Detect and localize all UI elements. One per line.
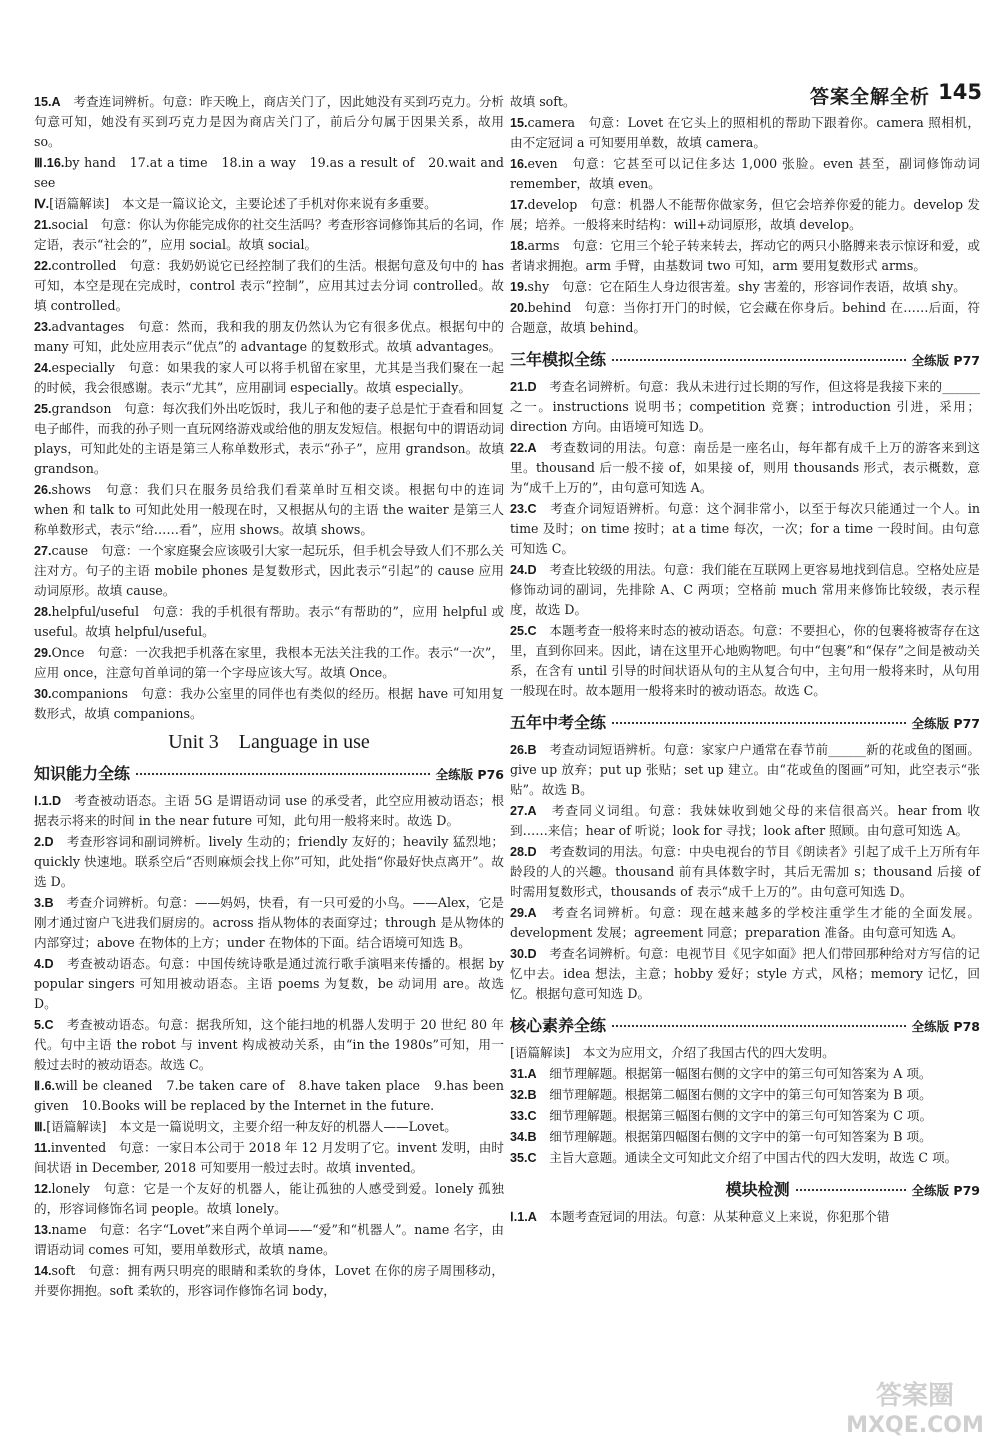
answer-text: 考查连词辨析。句意：昨天晚上，商店关门了，因此她没有买到巧克力。分析句意可知，她没有买到巧克力是因为商店关门了，前后分句属于因果关系，故用 so。 bbox=[34, 94, 504, 149]
answer-item bbox=[510, 842, 980, 902]
answer-text: 考查介词辨析。句意：——妈妈，快看，有一只可爱的小鸟。——Alex，它是刚才通过窗户飞进我们厨房的。across 指从物体的表面穿过；through 是从物体的内部穿过；above 在物体的上方；under 在物体的下面。结合语境可知选 B。 bbox=[34, 895, 504, 950]
answer-number: Ⅲ. bbox=[34, 1120, 47, 1134]
watermark-logo bbox=[840, 1372, 990, 1440]
answer-text: will be cleaned 7.be taken care of 8.have taken place 9.has been given 10.Books will be replaced by the Internet in the future. bbox=[34, 1078, 504, 1113]
answer-item bbox=[34, 684, 504, 724]
answer-item bbox=[510, 560, 980, 620]
section-header-five-year bbox=[510, 713, 980, 734]
answer-number: 25. bbox=[34, 402, 52, 416]
answer-text: 细节理解题。根据第一幅图右侧的文字中的第三句可知答案为 A 项。 bbox=[536, 1066, 932, 1081]
answer-text: 考查同义词组。句意：我妹妹收到她父母的来信很高兴。hear from 收到……来信；hear of 听说；look for 寻找；look after 照顾。由句意可知选 A。 bbox=[510, 803, 980, 838]
answer-number: 25.C bbox=[510, 624, 537, 638]
answer-text: 细节理解题。根据第二幅图右侧的文字中的第三句可知答案为 B 项。 bbox=[536, 1087, 932, 1102]
answer-text: name 句意：名字“Lovet”来自两个单词——“爱”和“机器人”。name 名字，由谓语动词 comes 可知，要用单数形式，故填 name。 bbox=[34, 1222, 504, 1257]
answer-text: cause 句意：一个家庭聚会应该吸引大家一起玩乐，但手机会导致人们不那么关注对方。句子的主语 mobile phones 是复数形式，因此表示“引起”的 cause 应用动词原形。故填 cause。 bbox=[34, 543, 504, 598]
answer-number: 3.B bbox=[34, 896, 54, 910]
answer-item bbox=[34, 643, 504, 683]
answer-text: even 句意：它甚至可以记住多达 1,000 张脸。even 甚至，副词修饰动词 remember，故填 even。 bbox=[510, 156, 980, 191]
answer-text: 考查名词辨析。句意：现在越来越多的学校注重学生才能的全面发展。development 发展；agreement 同意；preparation 准备。由句意可知选 A。 bbox=[510, 905, 980, 940]
answer-text: 本题考查冠词的用法。句意：从某种意义上来说，你犯那个错 bbox=[536, 1209, 890, 1224]
unit-title: Unit 3 Language in use bbox=[168, 731, 370, 753]
answer-text: 考查名词辨析。句意：我从未进行过长期的写作，但这将是我接下来的______之一。instructions 说明书；competition 竞赛；introduction 引进，采用；direction 方向。由语境可知选 D。 bbox=[510, 379, 980, 434]
section-header-three-year bbox=[510, 350, 980, 371]
answer-text: [语篇解读] 本文是一篇说明文，主要介绍一种友好的机器人——Lovet。 bbox=[46, 1119, 457, 1134]
answer-number: 16. bbox=[510, 157, 528, 171]
answer-item bbox=[510, 277, 980, 297]
answer-item bbox=[34, 358, 504, 398]
answer-text: 考查比较级的用法。句意：我们能在互联网上更容易地找到信息。空格处应是修饰动词的副词，先排除 A、C 两项；空格前 much 常用来修饰比较级，表示程度，故选 D。 bbox=[510, 562, 980, 617]
answer-item bbox=[510, 154, 980, 194]
answer-number: 27.A bbox=[510, 804, 537, 818]
answer-item bbox=[510, 438, 980, 498]
answer-item bbox=[34, 893, 504, 953]
answer-text: behind 句意：当你打开门的时候，它会藏在你身后。behind 在……后面，符合题意，故填 behind。 bbox=[510, 300, 980, 335]
section-page: 全练版 P77 bbox=[911, 353, 980, 368]
answer-number: 22.A bbox=[510, 441, 537, 455]
answer-item bbox=[34, 1117, 504, 1137]
right-items-a bbox=[510, 92, 980, 338]
answer-text: 主旨大意题。通读全文可知此文介绍了中国古代的四大发明，故选 C 项。 bbox=[536, 1150, 958, 1165]
answer-item bbox=[34, 791, 504, 831]
answer-number: 23. bbox=[34, 320, 52, 334]
answer-item bbox=[510, 1207, 980, 1227]
answer-text: shy 句意：它在陌生人身边很害羞。shy 害羞的，形容词作表语，故填 shy。 bbox=[527, 279, 966, 294]
answer-item bbox=[510, 92, 980, 112]
answer-text: [语篇解读] 本文是一篇议论文，主要论述了手机对你来说有多重要。 bbox=[49, 196, 437, 211]
answer-number: 27. bbox=[34, 544, 52, 558]
answer-number: Ⅰ.1.A bbox=[510, 1210, 537, 1224]
answer-text: 考查被动语态。主语 5G 是谓语动词 use 的承受者，此空应用被动语态；根据表示将来的时间 in the near future 可知，此句用一般将来时。故选 D。 bbox=[34, 793, 504, 828]
section-page: 全练版 P76 bbox=[435, 767, 504, 782]
answer-number: 32.B bbox=[510, 1088, 537, 1102]
answer-number: 21. bbox=[34, 218, 52, 232]
answer-item bbox=[510, 113, 980, 153]
answer-text: 考查形容词和副词辨析。lively 生动的；friendly 友好的；heavily 猛烈地；quickly 快速地。联系空后“否则麻烦会找上你”可知，此处指“你最好快点离开”。故选 D。 bbox=[34, 834, 504, 889]
answer-item bbox=[510, 903, 980, 943]
answer-number: 5.C bbox=[34, 1018, 54, 1032]
section-page: 全练版 P79 bbox=[911, 1183, 980, 1198]
section-dots bbox=[796, 1189, 906, 1191]
answer-number: 24.D bbox=[510, 563, 537, 577]
answer-number: 18. bbox=[510, 239, 528, 253]
right-items-b bbox=[510, 377, 980, 701]
answer-item bbox=[34, 256, 504, 316]
answer-number: 15.A bbox=[34, 95, 61, 109]
section-header-core bbox=[510, 1016, 980, 1037]
answer-text: soft 句意：拥有两只明亮的眼睛和柔软的身体，Lovet 在你的房子周围移动，并要你拥抱。soft 柔软的，形容词作修饰名词 body， bbox=[34, 1263, 504, 1298]
answer-item bbox=[34, 541, 504, 601]
answer-number: 21.D bbox=[510, 380, 537, 394]
answer-number: 34.B bbox=[510, 1130, 537, 1144]
answer-item bbox=[34, 602, 504, 642]
right-items-e bbox=[510, 1207, 980, 1227]
answer-item bbox=[34, 215, 504, 255]
answer-item bbox=[34, 480, 504, 540]
section-dots bbox=[612, 359, 906, 361]
answer-text: 考查数词的用法。句意：南岳是一座名山，每年都有成千上万的游客来到这里。thousand 后一般不接 of，如果接 of，则用 thousands 形式，表示概数，意为“成千上万的”，由句意可知选 A。 bbox=[510, 440, 980, 495]
answer-item bbox=[34, 194, 504, 214]
answer-item bbox=[510, 499, 980, 559]
answer-number: 30. bbox=[34, 687, 52, 701]
answer-number: 12. bbox=[34, 1182, 52, 1196]
right-items-c bbox=[510, 740, 980, 1004]
section-name: 知识能力全练 bbox=[34, 764, 131, 783]
section-name: 核心素养全练 bbox=[510, 1016, 607, 1035]
answer-number: 29. bbox=[34, 646, 52, 660]
left-column bbox=[34, 92, 504, 1302]
answer-number: Ⅰ.1.D bbox=[34, 794, 62, 808]
section-name: 五年中考全练 bbox=[510, 713, 607, 732]
answer-number: 31.A bbox=[510, 1067, 537, 1081]
answer-number: 24. bbox=[34, 361, 52, 375]
answer-text: 考查数词的用法。句意：中央电视台的节目《朗读者》引起了成千上万所有年龄段的人的兴趣。thousand 前有具体数字时，其后无需加 s；thousand 后接 of 时需用复数形式，thousands of 表示“成千上万的”。由句意可知选 D。 bbox=[510, 844, 980, 899]
answer-number: 33.C bbox=[510, 1109, 537, 1123]
answer-text: 细节理解题。根据第三幅图右侧的文字中的第三句可知答案为 C 项。 bbox=[536, 1108, 933, 1123]
answer-item bbox=[34, 1261, 504, 1301]
answer-number: 4.D bbox=[34, 957, 54, 971]
section-dots bbox=[612, 722, 906, 724]
answer-item bbox=[510, 801, 980, 841]
answer-item bbox=[34, 399, 504, 479]
answer-item bbox=[34, 1015, 504, 1075]
answer-text: lonely 句意：它是一个友好的机器人，能让孤独的人感受到爱。lonely 孤独的，形容词修饰名词 people。故填 lonely。 bbox=[34, 1181, 504, 1216]
answer-number: 22. bbox=[34, 259, 52, 273]
answer-text: 考查被动语态。句意：中国传统诗歌是通过流行歌手演唱来传播的。根据 by popular singers 可知用被动语态。主语 poems 为复数，be 动词用 are。故选 D。 bbox=[34, 956, 504, 1011]
answer-number: 30.D bbox=[510, 947, 537, 961]
answer-item bbox=[510, 236, 980, 276]
answer-text: especially 句意：如果我的家人可以将手机留在家里，尤其是当我们聚在一起的时候，我会很感谢。表示“尤其”，应用副词 especially。故填 especially。 bbox=[34, 360, 504, 395]
answer-item bbox=[510, 1085, 980, 1105]
answer-number: Ⅳ. bbox=[34, 197, 50, 211]
answer-item bbox=[34, 1076, 504, 1116]
answer-number: 11. bbox=[34, 1141, 51, 1155]
answer-text: 本题考查一般将来时态的被动语态。句意：不要担心，你的包裹将被寄存在这里，直到你回来。因此，请在这里开心地购物吧。句中“包裹”和“保存”之间是被动关系，在含有 until 引导的时间状语从句的主从复合句中，主句用一般将来时，从句用一般现在时。故本题用一般将来时的被动语态。故选 C。 bbox=[510, 623, 980, 698]
answer-number: 2.D bbox=[34, 835, 54, 849]
watermark-line2: MXQE.COM bbox=[846, 1413, 984, 1438]
section-page: 全练版 P78 bbox=[911, 1019, 980, 1034]
answer-text: 考查被动语态。句意：据我所知，这个能扫地的机器人发明于 20 世纪 80 年代。句中主语 the robot 与 invent 构成被动关系，由“in the 1980s”可知，用一般过去时的被动语态。故选 C。 bbox=[34, 1017, 504, 1072]
answer-item bbox=[34, 954, 504, 1014]
answer-item bbox=[510, 377, 980, 437]
answer-text: shows 句意：我们只在服务员给我们看菜单时互相交谈。根据句中的连词 when 和 talk to 可知此处用一般现在时，又根据从句的主语 the waiter 是第三人称单数形式，表示“给……看”，应用 shows。故填 shows。 bbox=[34, 482, 504, 537]
answer-number: 28.D bbox=[510, 845, 537, 859]
answer-number: 23.C bbox=[510, 502, 537, 516]
answer-text: 故填 soft。 bbox=[510, 94, 576, 109]
answer-item bbox=[510, 621, 980, 701]
answer-item bbox=[34, 1179, 504, 1219]
answer-text: 考查动词短语辨析。句意：家家户户通常在春节前______新的花或鱼的图画。give up 放弃；put up 张贴；set up 建立。由“花或鱼的图画”可知，此空表示“张贴”。故选 B。 bbox=[510, 742, 980, 797]
answer-text: grandson 句意：每次我们外出吃饭时，我儿子和他的妻子总是忙于查看和回复电子邮件，而我的孙子则一直玩网络游戏或给他的朋友发短信。根据句中的谓语动词 plays，可知此处的主语是第三人称单数形式，表示“孙子”，应用 grandson。故填 grandson。 bbox=[34, 401, 504, 476]
answer-item bbox=[510, 1127, 980, 1147]
answer-text: by hand 17.at a time 18.in a way 19.as a result of 20.wait and see bbox=[34, 155, 504, 190]
section-header-knowledge bbox=[34, 764, 504, 785]
section-dots bbox=[136, 773, 430, 775]
answer-item bbox=[34, 1138, 504, 1178]
answer-item bbox=[34, 832, 504, 892]
answer-number: 15. bbox=[510, 116, 528, 130]
answer-item bbox=[34, 92, 504, 152]
page-number: 145 bbox=[938, 80, 982, 104]
answer-text: arms 句意：它用三个轮子转来转去，挥动它的两只小胳膊来表示惊讶和爱，或者请求拥抱。arm 手臂，由基数词 two 可知，arm 要用复数形式 arms。 bbox=[510, 238, 980, 273]
answer-number: 26.B bbox=[510, 743, 537, 757]
answer-item bbox=[510, 1106, 980, 1126]
answer-text: advantages 句意：然而，我和我的朋友仍然认为它有很多优点。根据句中的 many 可知，此处应用表示“优点”的 advantage 的复数形式。故填 advantages。 bbox=[34, 319, 504, 354]
answer-text: Once 句意：一次我把手机落在家里，我根本无法关注我的工作。表示“一次”，应用 once，注意句首单词的第一个字母应该大写。故填 Once。 bbox=[34, 645, 504, 680]
section-page: 全练版 P77 bbox=[911, 716, 980, 731]
answer-item bbox=[510, 1043, 980, 1063]
answer-number: 29.A bbox=[510, 906, 537, 920]
header-title: 答案全解全析 bbox=[809, 86, 930, 108]
answer-item bbox=[34, 1220, 504, 1260]
answer-number: 13. bbox=[34, 1223, 52, 1237]
answer-item bbox=[510, 740, 980, 800]
answer-number: 20. bbox=[510, 301, 528, 315]
section-name: 模块检测 bbox=[725, 1180, 790, 1199]
answer-number: 28. bbox=[34, 605, 52, 619]
answer-number: Ⅲ.16. bbox=[34, 156, 65, 170]
answer-number: 14. bbox=[34, 1264, 52, 1278]
answer-text: 细节理解题。根据第四幅图右侧的文字中的第一句可知答案为 B 项。 bbox=[536, 1129, 932, 1144]
right-column bbox=[510, 92, 980, 1228]
answer-number: Ⅱ.6. bbox=[34, 1079, 55, 1093]
answer-text: [语篇解读] 本文为应用文，介绍了我国古代的四大发明。 bbox=[510, 1045, 835, 1060]
answer-number: 19. bbox=[510, 280, 528, 294]
answer-text: 考查名词辨析。句意：电视节目《见字如面》把人们带回那种给对方写信的记忆中去。idea 想法，主意；hobby 爱好；style 方式，风格；memory 记忆，回忆。根据句意可知选 D。 bbox=[510, 946, 980, 1001]
answer-text: companions 句意：我办公室里的同伴也有类似的经历。根据 have 可知用复数形式，故填 companions。 bbox=[34, 686, 504, 721]
answer-number: 35.C bbox=[510, 1151, 537, 1165]
answer-item bbox=[510, 1148, 980, 1168]
right-items-d bbox=[510, 1043, 980, 1168]
answer-item bbox=[510, 195, 980, 235]
answer-item bbox=[510, 944, 980, 1004]
answer-item bbox=[34, 317, 504, 357]
section-header-module-test bbox=[510, 1180, 980, 1201]
section-name: 三年模拟全练 bbox=[510, 350, 607, 369]
left-items-a bbox=[34, 92, 504, 724]
answer-text: camera 句意：Lovet 在它头上的照相机的帮助下跟着你。camera 照相机，由不定冠词 a 可知要用单数，故填 camera。 bbox=[510, 115, 980, 150]
answer-text: develop 句意：机器人不能帮你做家务，但它会培养你爱的能力。develop 发展；培养。一般将来时结构：will+动词原形，故填 develop。 bbox=[510, 197, 980, 232]
answer-text: controlled 句意：我奶奶说它已经控制了我们的生活。根据句意及句中的 has 可知，本空是现在完成时，control 表示“控制”，应用其过去分词 controlled。故填 controlled。 bbox=[34, 258, 504, 313]
answer-number: 26. bbox=[34, 483, 52, 497]
answer-text: helpful/useful 句意：我的手机很有帮助。表示“有帮助的”，应用 helpful 或 useful。故填 helpful/useful。 bbox=[34, 604, 504, 639]
answer-item bbox=[510, 1064, 980, 1084]
answer-text: 考查介词短语辨析。句意：这个洞非常小，以至于每次只能通过一个人。in time 及时；on time 按时；at a time 每次，一次；for a time 一段时间。由句意可知选 C。 bbox=[510, 501, 980, 556]
answer-item bbox=[34, 153, 504, 193]
watermark-line1: 答案圈 bbox=[875, 1381, 955, 1411]
section-dots bbox=[612, 1025, 906, 1027]
answer-text: social 句意：你认为你能完成你的社交生活吗？考查形容词修饰其后的名词，作定语，表示“社会的”，应用 social。故填 social。 bbox=[34, 217, 504, 252]
answer-item bbox=[510, 298, 980, 338]
answer-text: invented 句意：一家日本公司于 2018 年 12 月发明了它。invent 发明，由时间状语 in December, 2018 可知要用一般过去时。故填 invented。 bbox=[34, 1140, 504, 1175]
left-items-b bbox=[34, 791, 504, 1301]
answer-number: 17. bbox=[510, 198, 528, 212]
